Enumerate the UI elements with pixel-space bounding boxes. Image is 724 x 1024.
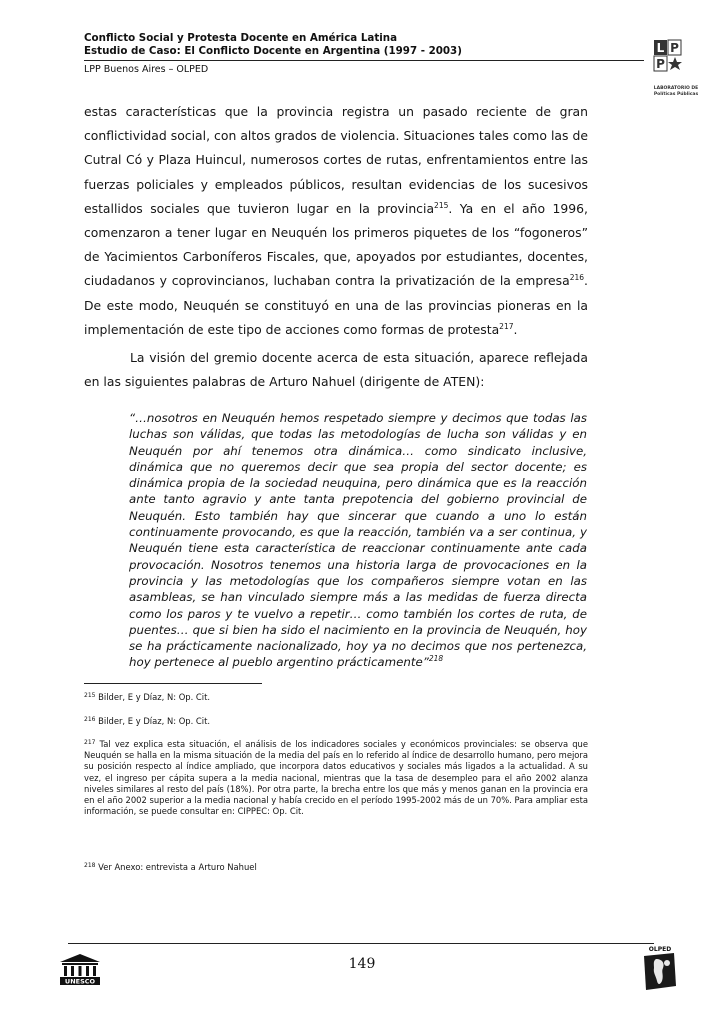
header-title-line-1: Conflicto Social y Protesta Docente en América Latina (84, 32, 398, 44)
svg-text:L: L (656, 41, 665, 55)
footnote-text: Bilder, E y Díaz, N: Op. Cit. (95, 692, 211, 702)
footnote-text: Tal vez explica esta situación, el análisis de los indicadores sociales y económicos provinciales: se observa que Neuquén se halla en la misma situación de la media del país en lo referido al índice de desarrollo humano, pero mejora su posición respecto al índice ampliado, que incorpora datos educativos y sociales más ligados a la actualidad. A su vez, el ingreso per cápita supera a la media nacional, mientras que la tasa de desempleo para el año 2002 alanza niveles similares al resto del país (18%). Por otra parte, la brecha entre los que más y menos ganan en la provincia era en el año 2002 superior a la media nacional y había crecido en el período 1995-2002 más de un 70%. Para ampliar esta información, se puede consultar en: CIPPEC: Op. Cit. (84, 739, 588, 817)
lpp-logo-icon (646, 36, 702, 112)
quote-text: “…nosotros en Neuquén hemos respetado siempre y decimos que todas las luchas son válidas, que todas las metodologías de lucha son válidas y en Neuquén por ahí tenemos otra dinámica… como sindicato inclusive, dinámica que no queremos decir que sea propia del sector docente; es dinámica propia de la sociedad neuquina, pero dinámica que es la reacción ante tanto agravio y ante tanta prepotencia del gobierno provincial de Neuquén. Esto también hay que sincerar que cuando a uno lo están continuamente provocando, es que la reacción, también va a ser continua, y Neuquén tiene esta característica de reaccionar continuamente ante cada provocación. Nosotros tenemos una historia larga de provocaciones en la provincia y las metodologías que los compañeros siempre votan en las asambleas, se han vinculado siempre más a las medidas de fuerza directa como los paros y te vuelvo a repetir… como también los cortes de ruta, de puentes… que si bien ha sido el nacimiento en la provincia de Neuquén, hoy se ha prácticamente nacionalizado, hoy ya no decimos que nos pertenezca, hoy pertenece al pueblo argentino prácticamente” (129, 411, 587, 670)
unesco-label: UNESCO (64, 977, 96, 986)
footnote-218 (84, 862, 588, 873)
header-title-line-2: Estudio de Caso: El Conflicto Docente en Argentina (1997 - 2003) (84, 45, 462, 57)
footnote-number: 218 (84, 862, 96, 869)
footnote-number: 217 (84, 739, 96, 746)
block-quote (129, 410, 587, 671)
footnote-text: Bilder, E y Díaz, N: Op. Cit. (95, 716, 211, 726)
footnote-216 (84, 716, 588, 727)
paragraph-1-text-b: . Ya en el año 1996, comenzaron a tener lugar en Neuquén los primeros piquetes de los “fogoneros” de Yacimientos Carboníferos Fiscales, que, apoyados por estudiantes, docentes, ciudadanos y coprovincianos, luchaban contra la privatización de la empresa (84, 200, 588, 289)
paragraph-1-text-d: . (513, 321, 518, 337)
lpp-logo-caption: LABORATORIO DE Políticas Públicas (653, 86, 699, 97)
olped-label: OLPED (648, 946, 672, 953)
footnote-number: 216 (84, 716, 96, 723)
footer-divider (68, 943, 654, 944)
body-paragraph-2: La visión del gremio docente acerca de esta situación, aparece reflejada en las siguientes palabras de Arturo Nahuel (dirigente de ATEN): (84, 350, 588, 390)
document-header-title (84, 32, 624, 58)
footnote-ref-216[interactable]: 216 (569, 273, 585, 283)
footnote-ref-217[interactable]: 217 (499, 321, 514, 331)
header-divider (84, 60, 644, 61)
footnote-217 (84, 739, 588, 817)
svg-text:P: P (670, 41, 679, 55)
footnote-215 (84, 692, 588, 703)
footnote-ref-215[interactable]: 215 (434, 200, 449, 210)
unesco-logo-icon (56, 952, 104, 986)
svg-text:P: P (656, 57, 665, 71)
paragraph-1-text-c: . De este modo, Neuquén se constituyó en una de las provincias pioneras en la implementación de este tipo de acciones como formas de protesta (84, 273, 588, 337)
footnote-number: 215 (84, 692, 96, 699)
footnote-divider (84, 683, 262, 684)
footnote-text: Ver Anexo: entrevista a Arturo Nahuel (95, 862, 257, 872)
body-paragraph-1 (84, 100, 588, 342)
paragraph-1-text-a: estas características que la provincia registra un pasado reciente de gran conflictividad social, con altos grados de violencia. Situaciones tales como las de Cutral Có y Plaza Huincul, numerosos cortes de rutas, enfrentamientos entre las fuerzas policiales y empleados públicos, resultan evidencias de los sucesivos estallidos sociales que tuvieron lugar en la provincia (84, 104, 588, 216)
page-number: 149 (348, 956, 376, 972)
header-subtitle: LPP Buenos Aires – OLPED (84, 64, 209, 75)
footnote-ref-218[interactable]: 218 (428, 654, 444, 664)
olped-logo-icon (638, 944, 680, 992)
